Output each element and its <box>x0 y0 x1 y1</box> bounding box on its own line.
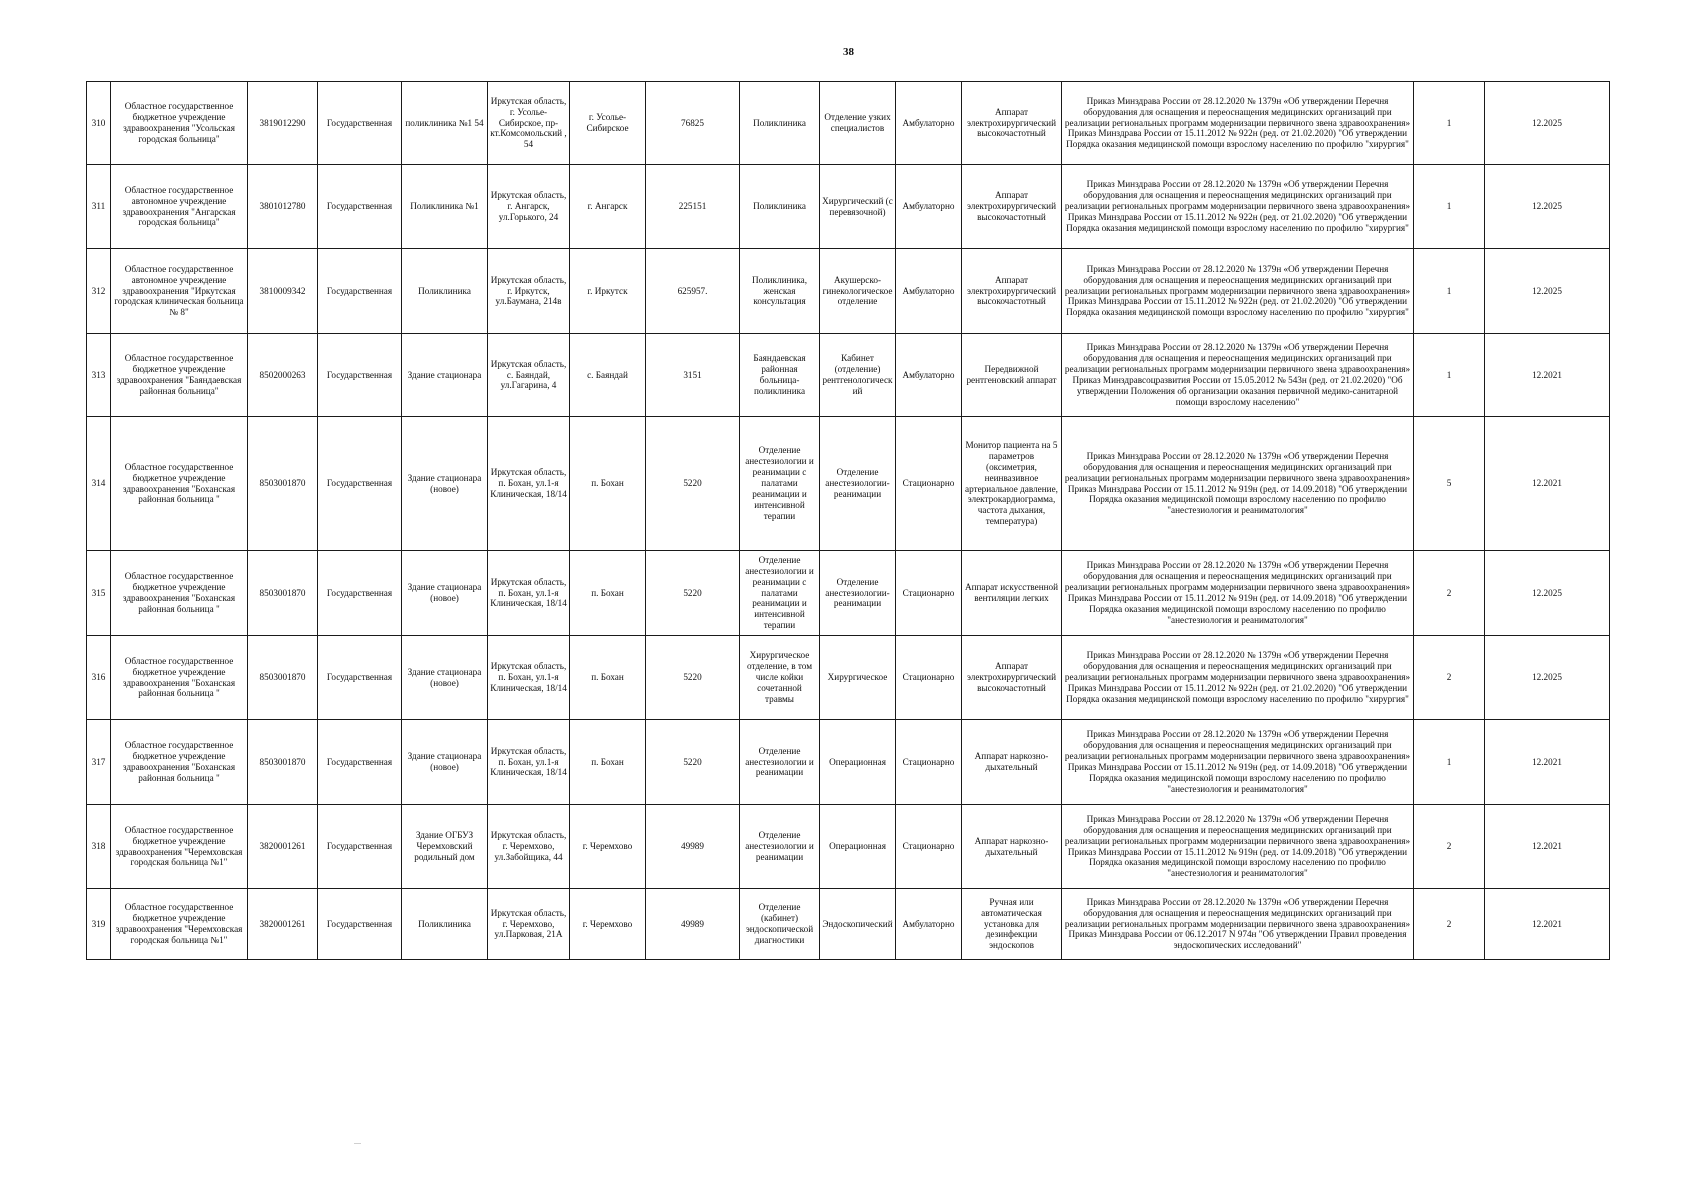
address-cell: Иркутская область, п. Бохан, ул.1-я Клиническая, 18/14 <box>488 417 570 551</box>
table-row <box>87 720 1610 805</box>
equipment-registry-table <box>86 81 1610 960</box>
equipment-name-cell: Монитор пациента на 5 параметров (оксиметрия, неинвазивное артериальное давление, электрокардиограмма, частота дыхания, температура) <box>962 417 1062 551</box>
department-cell: Отделение анестезиологии-реанимации <box>820 551 896 636</box>
settlement-cell: г. Черемхово <box>570 805 646 889</box>
department-cell: Хирургический (с перевязочной) <box>820 165 896 249</box>
inn-code-cell: 3820001261 <box>248 889 318 960</box>
department-cell: Эндоскопический <box>820 889 896 960</box>
legal-basis-cell: Приказ Минздрава России от 28.12.2020 № 1379н «Об утверждении Перечня оборудования для оснащения и переоснащения медицинских организаций при реализации региональных программ модернизации первичного звена здравоохранения» Приказ Минздрава России от 15.11.2012 № 922н (ред. от 21.02.2020) "Об утверждении Порядка оказания медицинской помощи взрослому населению по профилю "хирургия" <box>1062 249 1414 334</box>
address-cell: Иркутская область, п. Бохан, ул.1-я Клиническая, 18/14 <box>488 551 570 636</box>
page-number: 38 <box>843 46 854 58</box>
row-number-cell: 315 <box>87 551 111 636</box>
building-name-cell: Поликлиника <box>402 889 488 960</box>
legal-basis-cell: Приказ Минздрава России от 28.12.2020 № 1379н «Об утверждении Перечня оборудования для оснащения и переоснащения медицинских организаций при реализации региональных программ модернизации первичного звена здравоохранения» Приказ Минздрава России от 15.11.2012 № 922н (ред. от 21.02.2020) "Об утверждении Порядка оказания медицинской помощи взрослому населению по профилю "хирургия" <box>1062 82 1414 165</box>
ownership-form-cell: Государственная <box>318 334 402 417</box>
organization-name-cell: Областное государственное бюджетное учреждение здравоохранения "Боханская районная больница " <box>111 636 248 720</box>
department-cell: Хирургическое <box>820 636 896 720</box>
equipment-name-cell: Аппарат электрохирургический высокочастотный <box>962 82 1062 165</box>
structural-unit-cell: Отделение анестезиологии и реанимации с палатами реанимации и интенсивной терапии <box>740 417 820 551</box>
inn-code-cell: 3820001261 <box>248 805 318 889</box>
organization-name-cell: Областное государственное бюджетное учреждение здравоохранения "Черемховская городская больница №1" <box>111 889 248 960</box>
settlement-cell: п. Бохан <box>570 417 646 551</box>
equipment-name-cell: Ручная или автоматическая установка для дезинфекции эндоскопов <box>962 889 1062 960</box>
settlement-cell: п. Бохан <box>570 551 646 636</box>
legal-basis-cell: Приказ Минздрава России от 28.12.2020 № 1379н «Об утверждении Перечня оборудования для оснащения и переоснащения медицинских организаций при реализации региональных программ модернизации первичного звена здравоохранения» Приказ Минздрава России от 06.12.2017 N 974н "Об утверждении Правил проведения эндоскопических исследований" <box>1062 889 1414 960</box>
department-cell: Операционная <box>820 720 896 805</box>
legal-basis-cell: Приказ Минздрава России от 28.12.2020 № 1379н «Об утверждении Перечня оборудования для оснащения и переоснащения медицинских организаций при реализации региональных программ модернизации первичного звена здравоохранения» Приказ Минздрава России от 15.11.2012 № 922н (ред. от 21.02.2020) "Об утверждении Порядка оказания медицинской помощи взрослому населению по профилю "хирургия" <box>1062 165 1414 249</box>
organization-name-cell: Областное государственное бюджетное учреждение здравоохранения "Боханская районная больница " <box>111 720 248 805</box>
scan-artifact <box>354 1143 361 1144</box>
quantity-cell: 5 <box>1414 417 1485 551</box>
quantity-cell: 2 <box>1414 805 1485 889</box>
structural-unit-cell: Поликлиника, женская консультация <box>740 249 820 334</box>
equipment-name-cell: Аппарат наркозно-дыхательный <box>962 805 1062 889</box>
table-row <box>87 165 1610 249</box>
settlement-cell: г. Ангарск <box>570 165 646 249</box>
legal-basis-cell: Приказ Минздрава России от 28.12.2020 № 1379н «Об утверждении Перечня оборудования для оснащения и переоснащения медицинских организаций при реализации региональных программ модернизации первичного звена здравоохранения» Приказ Минздрава России от 15.11.2012 № 919н (ред. от 14.09.2018) "Об утверждении Порядка оказания медицинской помощи взрослому населению по профилю "анестезиология и реаниматология" <box>1062 551 1414 636</box>
quantity-cell: 2 <box>1414 636 1485 720</box>
settlement-cell: п. Бохан <box>570 636 646 720</box>
building-name-cell: поликлиника №1 54 <box>402 82 488 165</box>
organization-name-cell: Областное государственное автономное учреждение здравоохранения "Иркутская городская клиническая больница № 8" <box>111 249 248 334</box>
address-cell: Иркутская область, г. Иркутск, ул.Баумана, 214в <box>488 249 570 334</box>
building-name-cell: Здание ОГБУЗ Черемховский родильный дом <box>402 805 488 889</box>
table-row <box>87 334 1610 417</box>
quantity-cell: 1 <box>1414 249 1485 334</box>
care-form-cell: Стационарно <box>896 636 962 720</box>
ownership-form-cell: Государственная <box>318 636 402 720</box>
building-name-cell: Здание стационара (новое) <box>402 417 488 551</box>
structural-unit-cell: Отделение анестезиологии и реанимации <box>740 720 820 805</box>
table-row <box>87 551 1610 636</box>
ownership-form-cell: Государственная <box>318 720 402 805</box>
delivery-date-cell: 12.2021 <box>1485 805 1610 889</box>
ownership-form-cell: Государственная <box>318 249 402 334</box>
row-number-cell: 310 <box>87 82 111 165</box>
department-cell: Отделение анестезиологии-реанимации <box>820 417 896 551</box>
address-cell: Иркутская область, п. Бохан, ул.1-я Клиническая, 18/14 <box>488 636 570 720</box>
quantity-cell: 1 <box>1414 720 1485 805</box>
care-form-cell: Стационарно <box>896 805 962 889</box>
table-row <box>87 249 1610 334</box>
building-name-cell: Здание стационара (новое) <box>402 551 488 636</box>
row-number-cell: 316 <box>87 636 111 720</box>
legal-basis-cell: Приказ Минздрава России от 28.12.2020 № 1379н «Об утверждении Перечня оборудования для оснащения и переоснащения медицинских организаций при реализации региональных программ модернизации первичного звена здравоохранения» Приказ Минздрава России от 15.11.2012 № 919н (ред. от 14.09.2018) "Об утверждении Порядка оказания медицинской помощи взрослому населению по профилю "анестезиология и реаниматология" <box>1062 417 1414 551</box>
structural-unit-cell: Отделение (кабинет) эндоскопической диагностики <box>740 889 820 960</box>
inn-code-cell: 8503001870 <box>248 720 318 805</box>
delivery-date-cell: 12.2025 <box>1485 165 1610 249</box>
quantity-cell: 1 <box>1414 82 1485 165</box>
table-row <box>87 805 1610 889</box>
ownership-form-cell: Государственная <box>318 805 402 889</box>
settlement-cell: г. Усолье-Сибирское <box>570 82 646 165</box>
organization-name-cell: Областное государственное бюджетное учреждение здравоохранения "Баяндаевская районная больница" <box>111 334 248 417</box>
organization-name-cell: Областное государственное бюджетное учреждение здравоохранения "Боханская районная больница " <box>111 551 248 636</box>
row-number-cell: 318 <box>87 805 111 889</box>
organization-name-cell: Областное государственное бюджетное учреждение здравоохранения "Усольская городская больница" <box>111 82 248 165</box>
care-form-cell: Стационарно <box>896 551 962 636</box>
building-name-cell: Поликлиника <box>402 249 488 334</box>
organization-name-cell: Областное государственное бюджетное учреждение здравоохранения "Черемховская городская больница №1" <box>111 805 248 889</box>
row-number-cell: 311 <box>87 165 111 249</box>
organization-name-cell: Областное государственное бюджетное учреждение здравоохранения "Боханская районная больница " <box>111 417 248 551</box>
care-form-cell: Амбулаторно <box>896 165 962 249</box>
inn-code-cell: 3810009342 <box>248 249 318 334</box>
equipment-name-cell: Аппарат наркозно-дыхательный <box>962 720 1062 805</box>
row-number-cell: 319 <box>87 889 111 960</box>
ownership-form-cell: Государственная <box>318 551 402 636</box>
ownership-form-cell: Государственная <box>318 417 402 551</box>
inn-code-cell: 3819012290 <box>248 82 318 165</box>
structural-unit-cell: Хирургическое отделение, в том числе койки сочетанной травмы <box>740 636 820 720</box>
delivery-date-cell: 12.2025 <box>1485 636 1610 720</box>
legal-basis-cell: Приказ Минздрава России от 28.12.2020 № 1379н «Об утверждении Перечня оборудования для оснащения и переоснащения медицинских организаций при реализации региональных программ модернизации первичного звена здравоохранения» Приказ Минздрава России от 15.11.2012 № 922н (ред. от 21.02.2020) "Об утверждении Порядка оказания медицинской помощи взрослому населению по профилю "хирургия" <box>1062 636 1414 720</box>
organization-name-cell: Областное государственное автономное учреждение здравоохранения "Ангарская городская больница" <box>111 165 248 249</box>
care-form-cell: Стационарно <box>896 720 962 805</box>
table-row <box>87 417 1610 551</box>
building-name-cell: Здание стационара <box>402 334 488 417</box>
delivery-date-cell: 12.2025 <box>1485 551 1610 636</box>
care-form-cell: Амбулаторно <box>896 889 962 960</box>
quantity-cell: 1 <box>1414 165 1485 249</box>
building-name-cell: Здание стационара (новое) <box>402 720 488 805</box>
ownership-form-cell: Государственная <box>318 165 402 249</box>
population-cell: 5220 <box>646 551 740 636</box>
population-cell: 5220 <box>646 720 740 805</box>
ownership-form-cell: Государственная <box>318 889 402 960</box>
delivery-date-cell: 12.2025 <box>1485 82 1610 165</box>
table-row <box>87 889 1610 960</box>
row-number-cell: 314 <box>87 417 111 551</box>
inn-code-cell: 8503001870 <box>248 551 318 636</box>
settlement-cell: с. Баяндай <box>570 334 646 417</box>
population-cell: 5220 <box>646 417 740 551</box>
address-cell: Иркутская область, г. Черемхово, ул.Парковая, 21А <box>488 889 570 960</box>
inn-code-cell: 8502000263 <box>248 334 318 417</box>
department-cell: Операционная <box>820 805 896 889</box>
equipment-name-cell: Аппарат электрохирургический высокочастотный <box>962 165 1062 249</box>
population-cell: 3151 <box>646 334 740 417</box>
care-form-cell: Амбулаторно <box>896 82 962 165</box>
table-row <box>87 636 1610 720</box>
equipment-name-cell: Аппарат искусственной вентиляции легких <box>962 551 1062 636</box>
equipment-name-cell: Передвижной рентгеновский аппарат <box>962 334 1062 417</box>
structural-unit-cell: Поликлиника <box>740 165 820 249</box>
structural-unit-cell: Баяндаевская районная больница-поликлиника <box>740 334 820 417</box>
population-cell: 76825 <box>646 82 740 165</box>
population-cell: 49989 <box>646 805 740 889</box>
table-row <box>87 82 1610 165</box>
department-cell: Отделение узких специалистов <box>820 82 896 165</box>
inn-code-cell: 3801012780 <box>248 165 318 249</box>
legal-basis-cell: Приказ Минздрава России от 28.12.2020 № 1379н «Об утверждении Перечня оборудования для оснащения и переоснащения медицинских организаций при реализации региональных программ модернизации первичного звена здравоохранения» Приказ Минздрава России от 15.11.2012 № 919н (ред. от 14.09.2018) "Об утверждении Порядка оказания медицинской помощи взрослому населению по профилю "анестезиология и реаниматология" <box>1062 720 1414 805</box>
delivery-date-cell: 12.2021 <box>1485 720 1610 805</box>
building-name-cell: Поликлиника №1 <box>402 165 488 249</box>
department-cell: Акушерско-гинекологическое отделение <box>820 249 896 334</box>
settlement-cell: п. Бохан <box>570 720 646 805</box>
ownership-form-cell: Государственная <box>318 82 402 165</box>
structural-unit-cell: Поликлиника <box>740 82 820 165</box>
inn-code-cell: 8503001870 <box>248 636 318 720</box>
address-cell: Иркутская область, г. Черемхово, ул.Забойщика, 44 <box>488 805 570 889</box>
settlement-cell: г. Иркутск <box>570 249 646 334</box>
quantity-cell: 2 <box>1414 551 1485 636</box>
row-number-cell: 317 <box>87 720 111 805</box>
equipment-name-cell: Аппарат электрохирургический высокочастотный <box>962 249 1062 334</box>
structural-unit-cell: Отделение анестезиологии и реанимации с палатами реанимации и интенсивной терапии <box>740 551 820 636</box>
population-cell: 49989 <box>646 889 740 960</box>
row-number-cell: 313 <box>87 334 111 417</box>
population-cell: 625957. <box>646 249 740 334</box>
address-cell: Иркутская область, г. Усолье-Сибирское, пр-кт.Комсомольский , 54 <box>488 82 570 165</box>
delivery-date-cell: 12.2021 <box>1485 889 1610 960</box>
row-number-cell: 312 <box>87 249 111 334</box>
structural-unit-cell: Отделение анестезиологии и реанимации <box>740 805 820 889</box>
delivery-date-cell: 12.2021 <box>1485 417 1610 551</box>
settlement-cell: г. Черемхово <box>570 889 646 960</box>
equipment-name-cell: Аппарат электрохирургический высокочастотный <box>962 636 1062 720</box>
building-name-cell: Здание стационара (новое) <box>402 636 488 720</box>
care-form-cell: Стационарно <box>896 417 962 551</box>
address-cell: Иркутская область, г. Ангарск, ул.Горького, 24 <box>488 165 570 249</box>
table-body <box>87 82 1610 960</box>
quantity-cell: 2 <box>1414 889 1485 960</box>
delivery-date-cell: 12.2021 <box>1485 334 1610 417</box>
department-cell: Кабинет (отделение) рентгенологический <box>820 334 896 417</box>
quantity-cell: 1 <box>1414 334 1485 417</box>
inn-code-cell: 8503001870 <box>248 417 318 551</box>
population-cell: 5220 <box>646 636 740 720</box>
delivery-date-cell: 12.2025 <box>1485 249 1610 334</box>
address-cell: Иркутская область, с. Баяндай, ул.Гагарина, 4 <box>488 334 570 417</box>
care-form-cell: Амбулаторно <box>896 249 962 334</box>
population-cell: 225151 <box>646 165 740 249</box>
legal-basis-cell: Приказ Минздрава России от 28.12.2020 № 1379н «Об утверждении Перечня оборудования для оснащения и переоснащения медицинских организаций при реализации региональных программ модернизации первичного звена здравоохранения» Приказ Минздравсоцразвития России от 15.05.2012 № 543н (ред. от 21.02.2020) "Об утверждении Положения об организации оказания первичной медико-санитарной помощи взрослому населению" <box>1062 334 1414 417</box>
address-cell: Иркутская область, п. Бохан, ул.1-я Клиническая, 18/14 <box>488 720 570 805</box>
legal-basis-cell: Приказ Минздрава России от 28.12.2020 № 1379н «Об утверждении Перечня оборудования для оснащения и переоснащения медицинских организаций при реализации региональных программ модернизации первичного звена здравоохранения» Приказ Минздрава России от 15.11.2012 № 919н (ред. от 14.09.2018) "Об утверждении Порядка оказания медицинской помощи взрослому населению по профилю "анестезиология и реаниматология" <box>1062 805 1414 889</box>
care-form-cell: Амбулаторно <box>896 334 962 417</box>
